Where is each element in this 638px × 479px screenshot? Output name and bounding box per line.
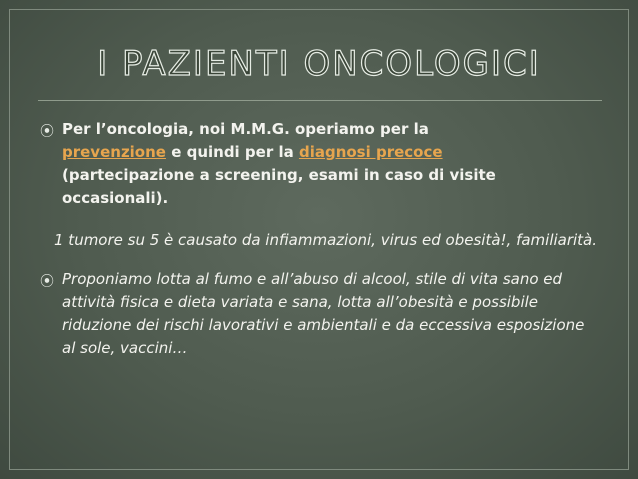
paragraph-prevention: Proponiamo lotta al fumo e all’abuso di alcool, stile di vita sano ed attività fisica e dieta variata e sana, lotta all’obesità e possibile riduzione dei rischi lavorativi e ambientali e da eccessiva esposizione al sole, vaccini… — [62, 270, 585, 357]
paragraph-oncology — [62, 118, 600, 210]
bullet-item-prevention — [40, 268, 600, 360]
paragraph-oncology-text-3: (partecipazione a screening, esami in caso di visite occasionali). — [62, 166, 496, 207]
bullet-item-oncology — [40, 118, 600, 210]
slide-title: I PAZIENTI ONCOLOGICI — [97, 44, 541, 84]
title-divider — [38, 100, 602, 101]
diagnosi-precoce-link[interactable]: diagnosi precoce — [298, 143, 443, 161]
paragraph-tumor-causes: 1 tumore su 5 è causato da infiammazioni, virus ed obesità!, familiarità. — [54, 231, 598, 249]
bullet-icon: ⦿ — [40, 124, 54, 140]
prevenzione-link[interactable]: prevenzione — [62, 143, 166, 161]
paragraph-oncology-text-2: e quindi per la — [165, 143, 299, 161]
slide-content — [40, 118, 600, 360]
bullet-icon: ⦿ — [40, 274, 54, 290]
paragraph-oncology-text-1: Per l’oncologia, noi M.M.G. operiamo per la — [62, 120, 429, 138]
